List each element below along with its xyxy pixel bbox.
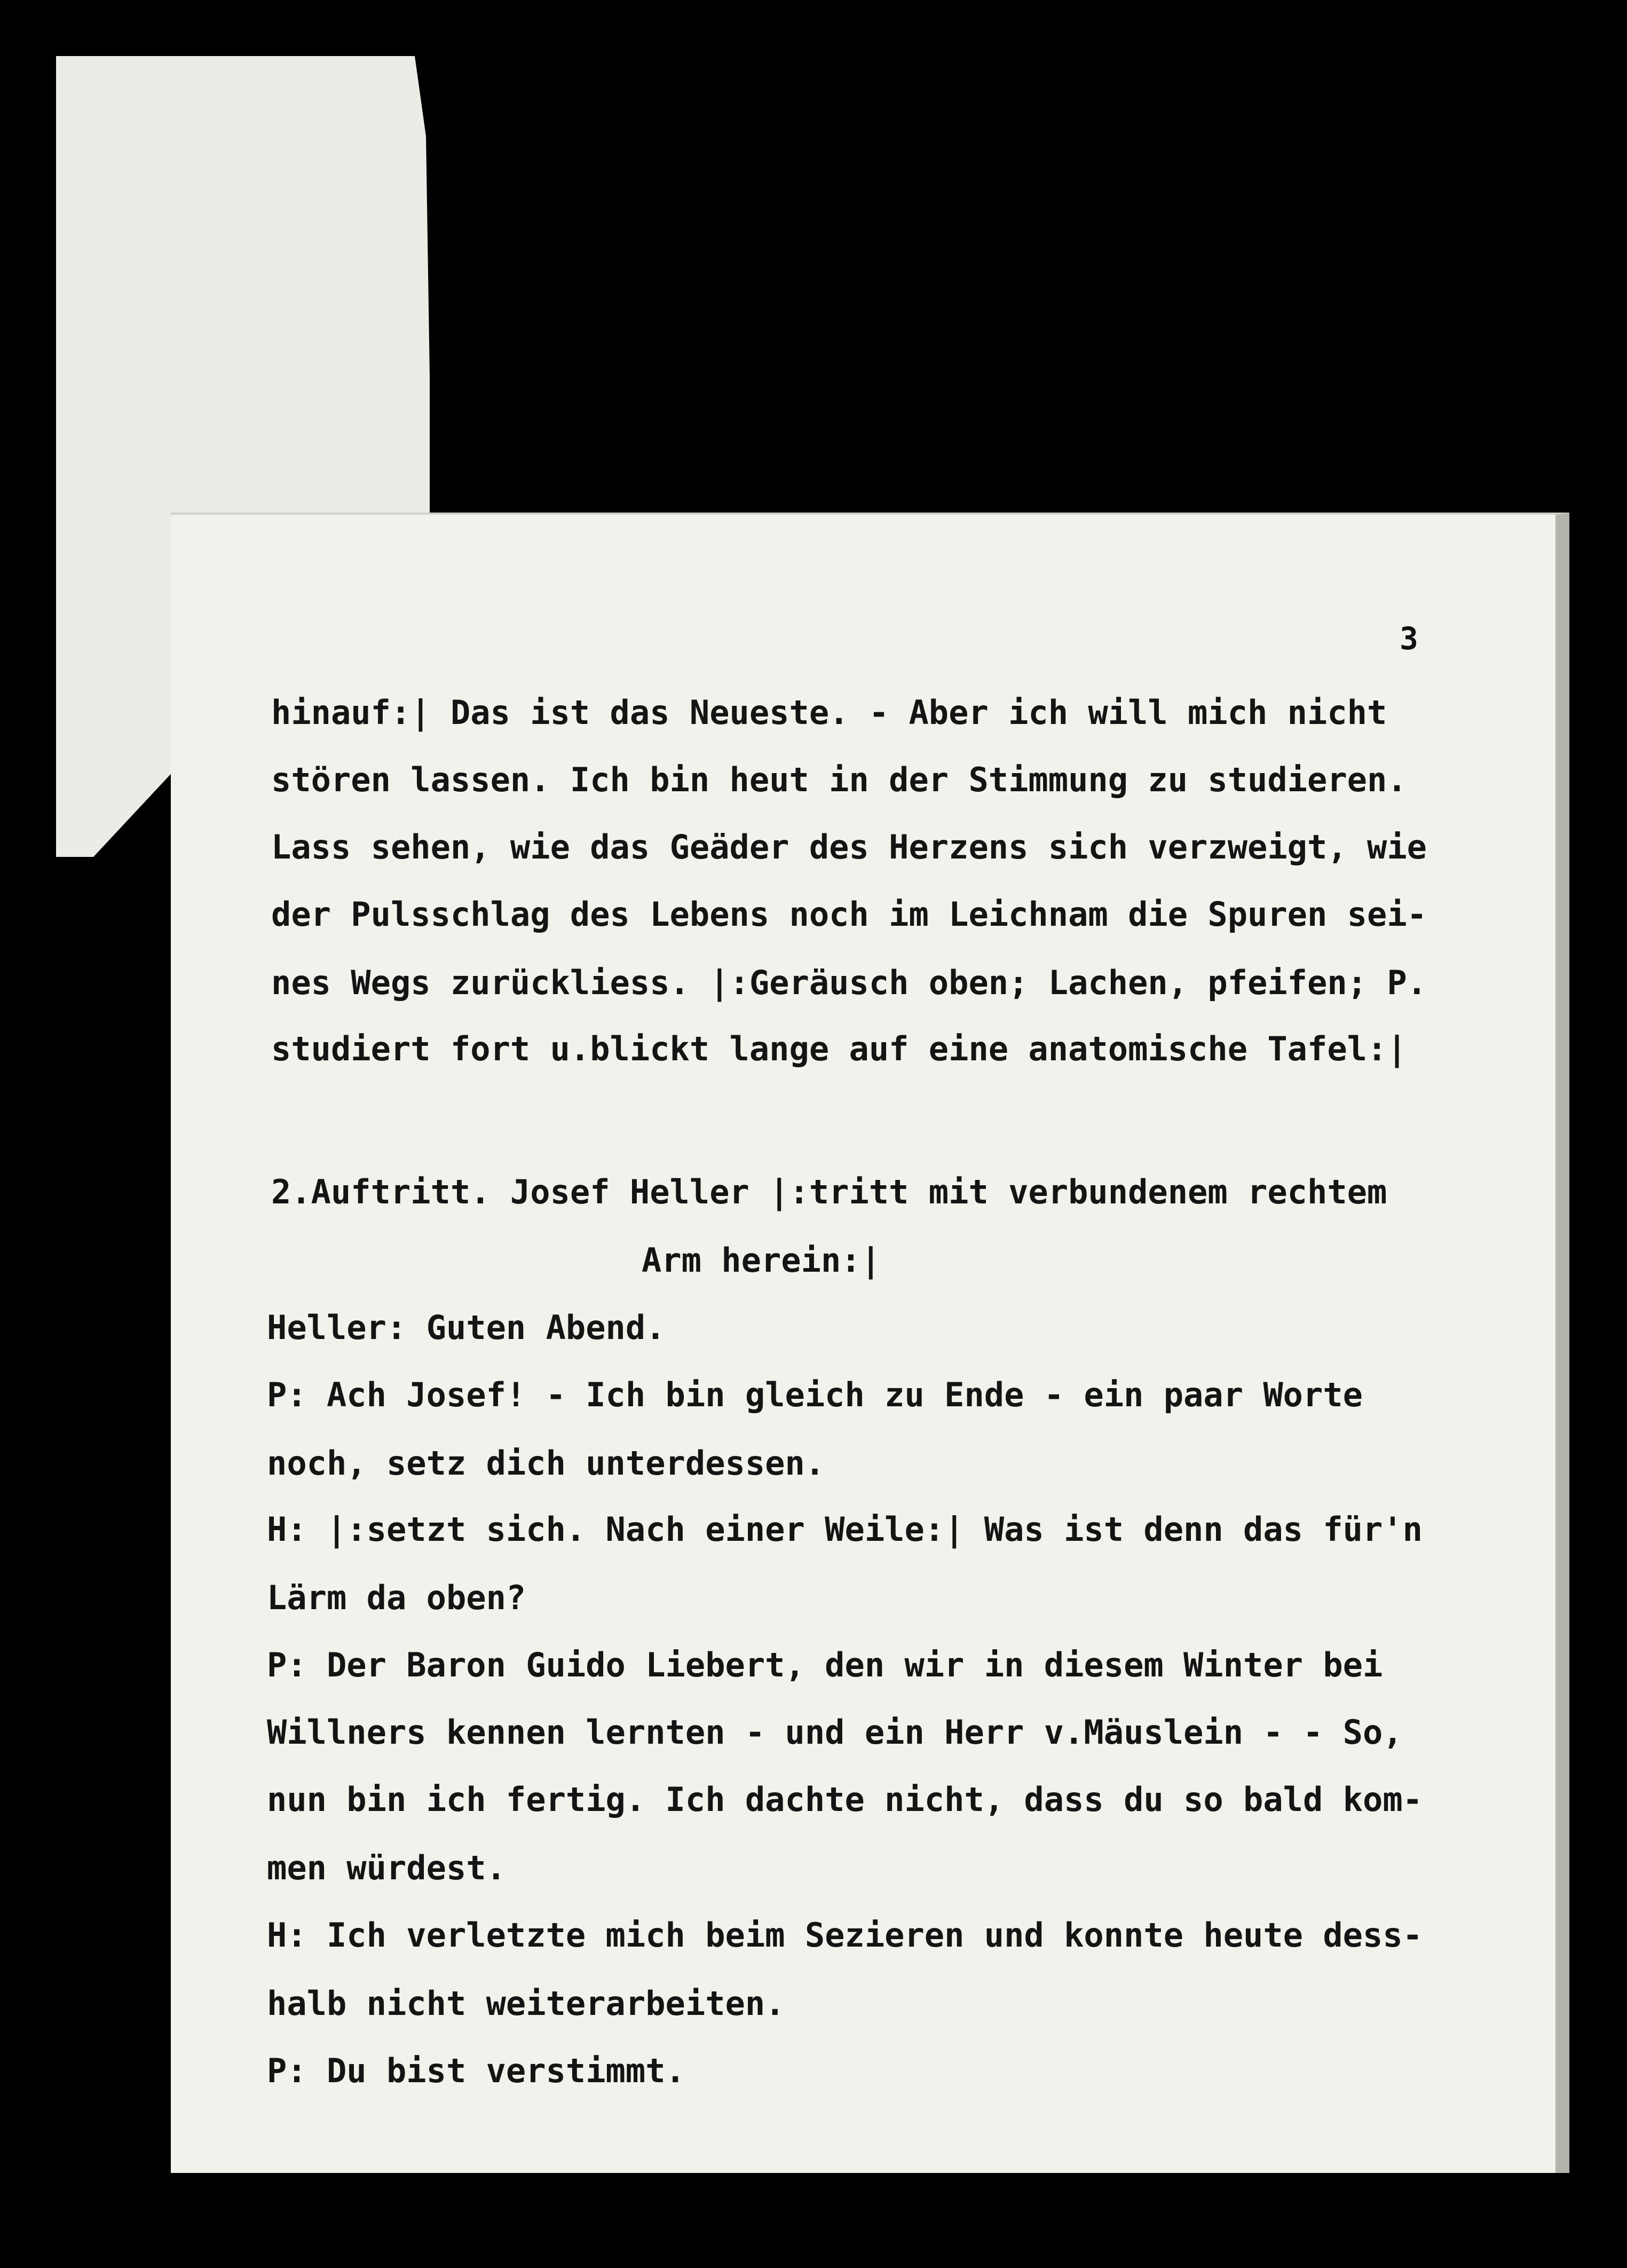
page-number: 3 bbox=[1400, 620, 1418, 657]
typed-line: hinauf:| Das ist das Neueste. - Aber ich will mich nicht bbox=[271, 693, 1387, 732]
typed-line: P: Du bist verstimmt. bbox=[267, 2051, 685, 2090]
typed-line: H: |:setzt sich. Nach einer Weile:| Was ist denn das für'n bbox=[267, 1510, 1423, 1549]
typed-line: Heller: Guten Abend. bbox=[267, 1308, 666, 1347]
typed-line: Lass sehen, wie das Geäder des Herzens sich verzweigt, wie bbox=[271, 828, 1427, 867]
typed-line: noch, setz dich unterdessen. bbox=[267, 1444, 825, 1483]
typed-line: Lärm da oben? bbox=[267, 1578, 526, 1617]
typed-line: Arm herein:| bbox=[642, 1241, 881, 1280]
typed-line: halb nicht weiterarbeiten. bbox=[267, 1984, 785, 2023]
typed-line: P: Ach Josef! - Ich bin gleich zu Ende - ein paar Worte bbox=[267, 1375, 1363, 1414]
typed-line: studiert fort u.blickt lange auf eine anatomische Tafel:| bbox=[271, 1029, 1407, 1068]
typed-line: Willners kennen lernten - und ein Herr v.Mäuslein - - So, bbox=[267, 1713, 1403, 1752]
typed-line: stören lassen. Ich bin heut in der Stimmung zu studieren. bbox=[271, 760, 1407, 799]
typed-line: men würdest. bbox=[267, 1848, 506, 1887]
typed-line: der Pulsschlag des Lebens noch im Leichnam die Spuren sei- bbox=[271, 895, 1427, 934]
typed-line: nun bin ich fertig. Ich dachte nicht, dass du so bald kom- bbox=[267, 1780, 1423, 1819]
typed-line: H: Ich verletzte mich beim Sezieren und konnte heute dess- bbox=[267, 1916, 1423, 1955]
typed-line: nes Wegs zurückliess. |:Geräusch oben; Lachen, pfeifen; P. bbox=[271, 963, 1427, 1002]
typed-line: 2.Auftritt. Josef Heller |:tritt mit verbundenem rechtem bbox=[271, 1172, 1387, 1211]
typed-line: P: Der Baron Guido Liebert, den wir in diesem Winter bei bbox=[267, 1645, 1383, 1684]
